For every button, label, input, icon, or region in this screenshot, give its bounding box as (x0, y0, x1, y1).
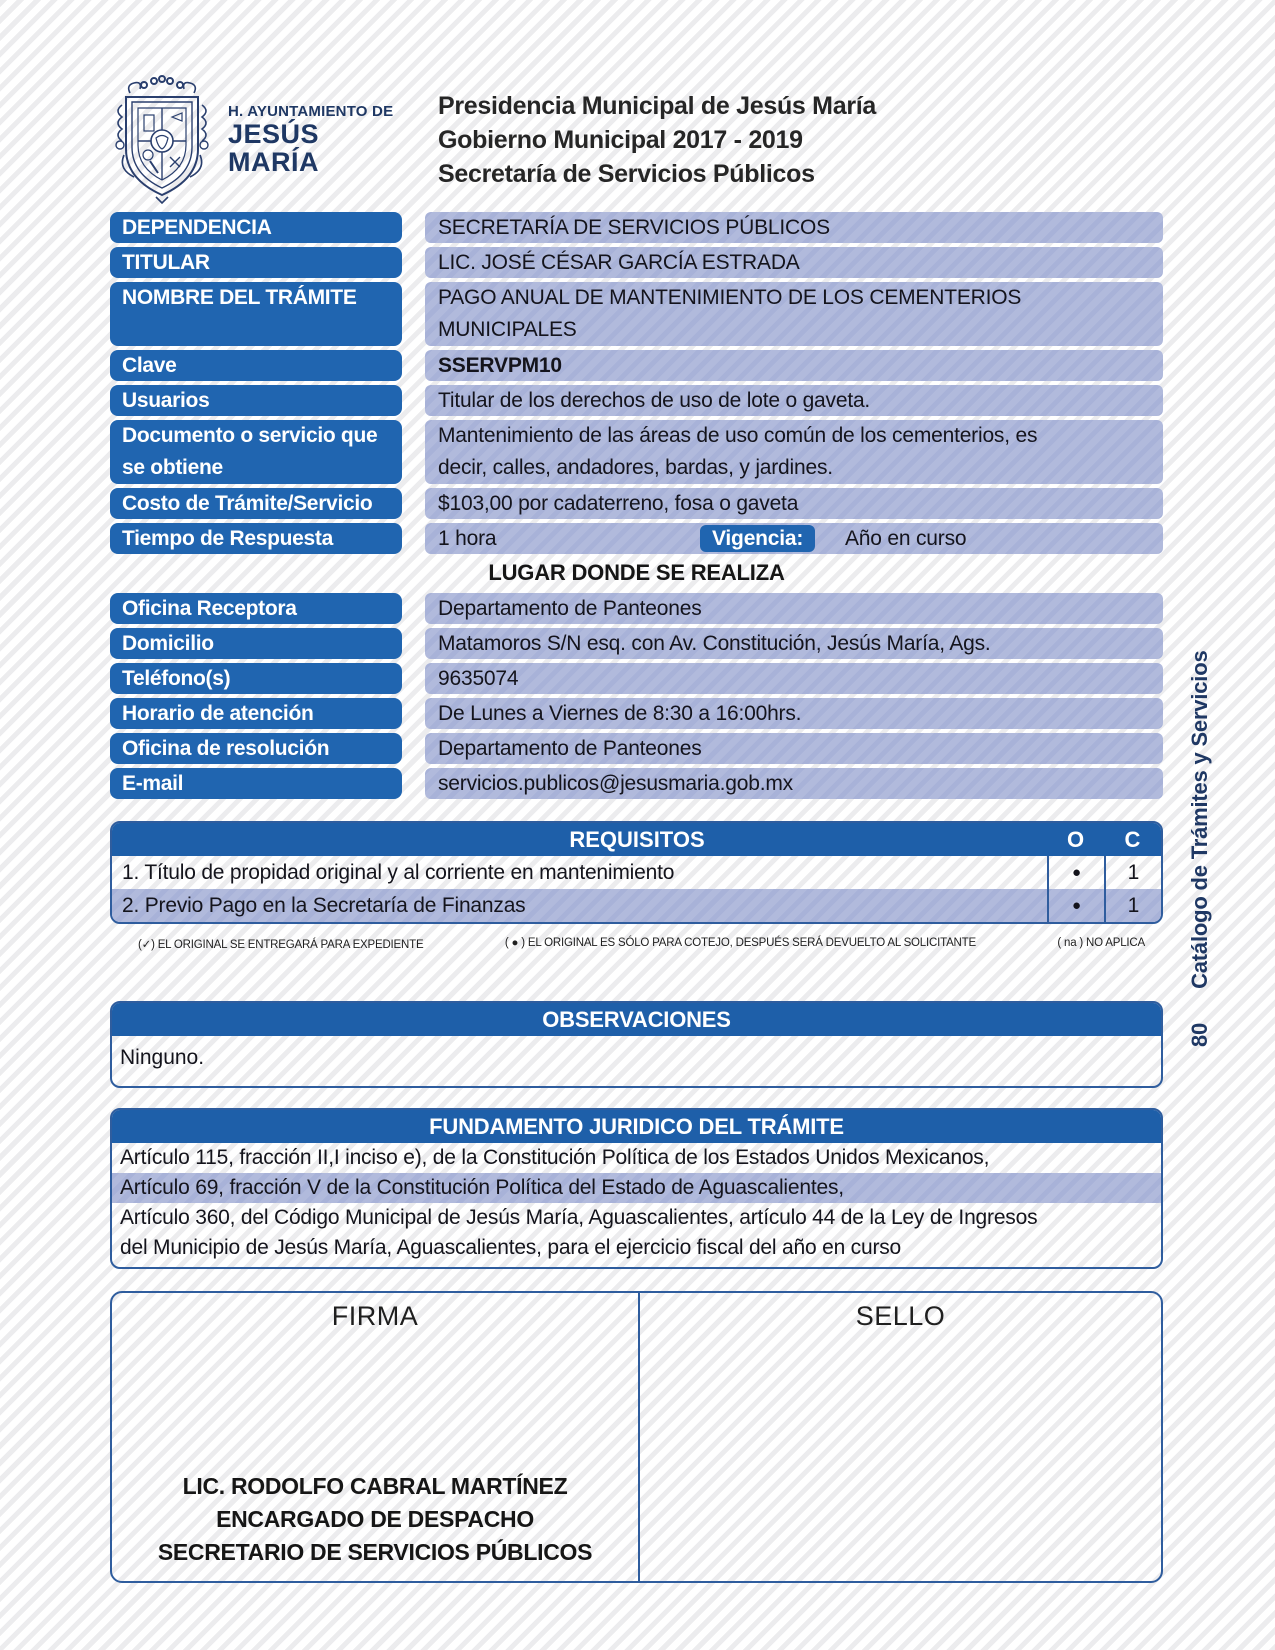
label-email: E-mail (110, 768, 402, 799)
legal-text-line-1: Artículo 115, fracción II,I inciso e), de la Constitución Política de los Estados Unidos Mexicanos, (120, 1146, 990, 1169)
value-horario: De Lunes a Viernes de 8:30 a 16:00hrs. (425, 698, 1163, 729)
row-telefono (110, 663, 1163, 694)
requirement-2-original-mark: ● (1047, 889, 1104, 922)
requirement-1-original-mark: ● (1047, 856, 1104, 889)
legal-text-line-4: del Municipio de Jesús María, Aguascalientes, para el ejercicio fiscal del año en curso (120, 1236, 902, 1259)
observaciones-body: Ninguno. (120, 1046, 205, 1069)
value-email: servicios.publicos@jesusmaria.gob.mx (425, 768, 1163, 799)
signer-name: LIC. RODOLFO CABRAL MARTÍNEZ (182, 1473, 568, 1499)
label-tiempo-respuesta: Tiempo de Respuesta (110, 523, 402, 554)
requisitos-table (110, 821, 1163, 924)
label-domicilio: Domicilio (110, 628, 402, 659)
footnote-check: (✓) EL ORIGINAL SE ENTREGARÁ PARA EXPEDIENTE (138, 939, 424, 951)
row-titular (110, 247, 1163, 278)
observaciones-section (110, 1001, 1163, 1088)
municipality-wordmark (228, 104, 416, 176)
page-title-block (438, 89, 876, 191)
label-horario: Horario de atención (110, 698, 402, 729)
label-dependencia: DEPENDENCIA (110, 212, 402, 243)
label-telefono: Teléfono(s) (110, 663, 402, 694)
value-dependencia: SECRETARÍA DE SERVICIOS PÚBLICOS (425, 212, 1163, 243)
label-oficina-resolucion: Oficina de resolución (110, 733, 402, 764)
label-clave: Clave (110, 350, 402, 381)
location-section-heading: LUGAR DONDE SE REALIZA (488, 560, 785, 585)
row-nombre-tramite (110, 282, 1163, 346)
title-line-2: Gobierno Municipal 2017 - 2019 (438, 126, 803, 154)
label-documento-servicio: Documento o servicio que se obtiene (110, 420, 402, 484)
value-nombre-tramite: PAGO ANUAL DE MANTENIMIENTO DE LOS CEMENTERIOS MUNICIPALES (425, 282, 1163, 346)
observaciones-title: OBSERVACIONES (112, 1003, 1161, 1036)
label-nombre-tramite: NOMBRE DEL TRÁMITE (110, 282, 402, 346)
value-oficina-receptora: Departamento de Panteones (425, 593, 1163, 624)
fundamento-body (112, 1143, 1161, 1267)
sello-title: SELLO (855, 1301, 946, 1331)
vigencia-value: Año en curso (845, 527, 967, 550)
legal-text-line-3: Artículo 360, del Código Municipal de Jesús María, Aguascalientes, artículo 44 de la Ley de Ingresos (120, 1206, 1038, 1229)
row-domicilio (110, 628, 1163, 659)
fundamento-title: FUNDAMENTO JURIDICO DEL TRÁMITE (112, 1110, 1161, 1143)
tiempo-value: 1 hora (438, 527, 497, 550)
label-oficina-receptora: Oficina Receptora (110, 593, 402, 624)
firma-title: FIRMA (331, 1301, 419, 1331)
legal-text-line-2: Artículo 69, fracción V de la Constitución Política del Estado de Aguascalientes, (112, 1173, 1161, 1203)
row-usuarios (110, 385, 1163, 416)
value-clave: SSERVPM10 (425, 350, 1163, 381)
value-telefono: 9635074 (425, 663, 1163, 694)
row-oficina-receptora (110, 593, 1163, 624)
catalog-vertical-title: Catálogo de Trámites y Servicios (1187, 650, 1212, 989)
footnote-na: ( na ) NO APLICA (1057, 937, 1145, 949)
signer-role-2: SECRETARIO DE SERVICIOS PÚBLICOS (157, 1539, 593, 1565)
document-content (110, 72, 1163, 1583)
signature-box (110, 1291, 1163, 1583)
sello-cell (640, 1293, 1161, 1581)
requirement-row-2 (112, 889, 1161, 922)
label-titular: TITULAR (110, 247, 402, 278)
value-tiempo-respuesta (425, 523, 1163, 554)
requirement-2-text: 2. Previo Pago en la Secretaría de Finanzas (122, 894, 526, 917)
value-domicilio: Matamoros S/N esq. con Av. Constitución, Jesús María, Ags. (425, 628, 1163, 659)
vigencia-badge: Vigencia: (700, 525, 815, 552)
label-usuarios: Usuarios (110, 385, 402, 416)
signer-block (112, 1470, 638, 1569)
municipality-wordmark-small: H. AYUNTAMIENTO DE (228, 102, 394, 120)
title-line-1: Presidencia Municipal de Jesús María (438, 92, 876, 120)
municipality-wordmark-big: JESÚS MARÍA (228, 118, 320, 177)
row-oficina-resolucion (110, 733, 1163, 764)
requisitos-col-c: C (1124, 827, 1141, 852)
row-documento-servicio (110, 420, 1163, 484)
footnote-bullet: ( ● ) EL ORIGINAL ES SÓLO PARA COTEJO, DESPUÉS SERÁ DEVUELTO AL SOLICITANTE (504, 937, 976, 949)
value-costo: $103,00 por cadaterreno, fosa o gaveta (425, 488, 1163, 519)
value-titular: LIC. JOSÉ CÉSAR GARCÍA ESTRADA (425, 247, 1163, 278)
signer-role-1: ENCARGADO DE DESPACHO (216, 1506, 534, 1532)
row-costo (110, 488, 1163, 519)
requirement-1-text: 1. Título de propidad original y al corriente en mantenimiento (122, 861, 675, 884)
requirement-row-1 (112, 856, 1161, 889)
page-number: 80 (1187, 1022, 1212, 1047)
requisitos-header (112, 823, 1161, 856)
row-horario (110, 698, 1163, 729)
requisitos-col-o: O (1066, 827, 1085, 852)
coat-of-arms-icon (110, 75, 214, 205)
row-tiempo-respuesta (110, 523, 1163, 554)
requisitos-title: REQUISITOS (569, 827, 705, 852)
sidebar-vertical-caption (1185, 617, 1215, 1047)
requisitos-footnotes (110, 937, 1163, 951)
row-dependencia (110, 212, 1163, 243)
row-clave (110, 350, 1163, 381)
title-line-3: Secretaría de Servicios Públicos (438, 160, 815, 188)
firma-cell (112, 1293, 640, 1581)
requirement-1-copies: 1 (1104, 856, 1161, 889)
requirement-2-copies: 1 (1104, 889, 1161, 922)
row-email (110, 768, 1163, 799)
value-oficina-resolucion: Departamento de Panteones (425, 733, 1163, 764)
document-header (110, 72, 1163, 208)
label-costo: Costo de Trámite/Servicio (110, 488, 402, 519)
fundamento-section (110, 1108, 1163, 1269)
value-usuarios: Titular de los derechos de uso de lote o gaveta. (425, 385, 1163, 416)
value-documento-servicio: Mantenimiento de las áreas de uso común de los cementerios, es decir, calles, andadores, bardas, y jardines. (425, 420, 1163, 484)
